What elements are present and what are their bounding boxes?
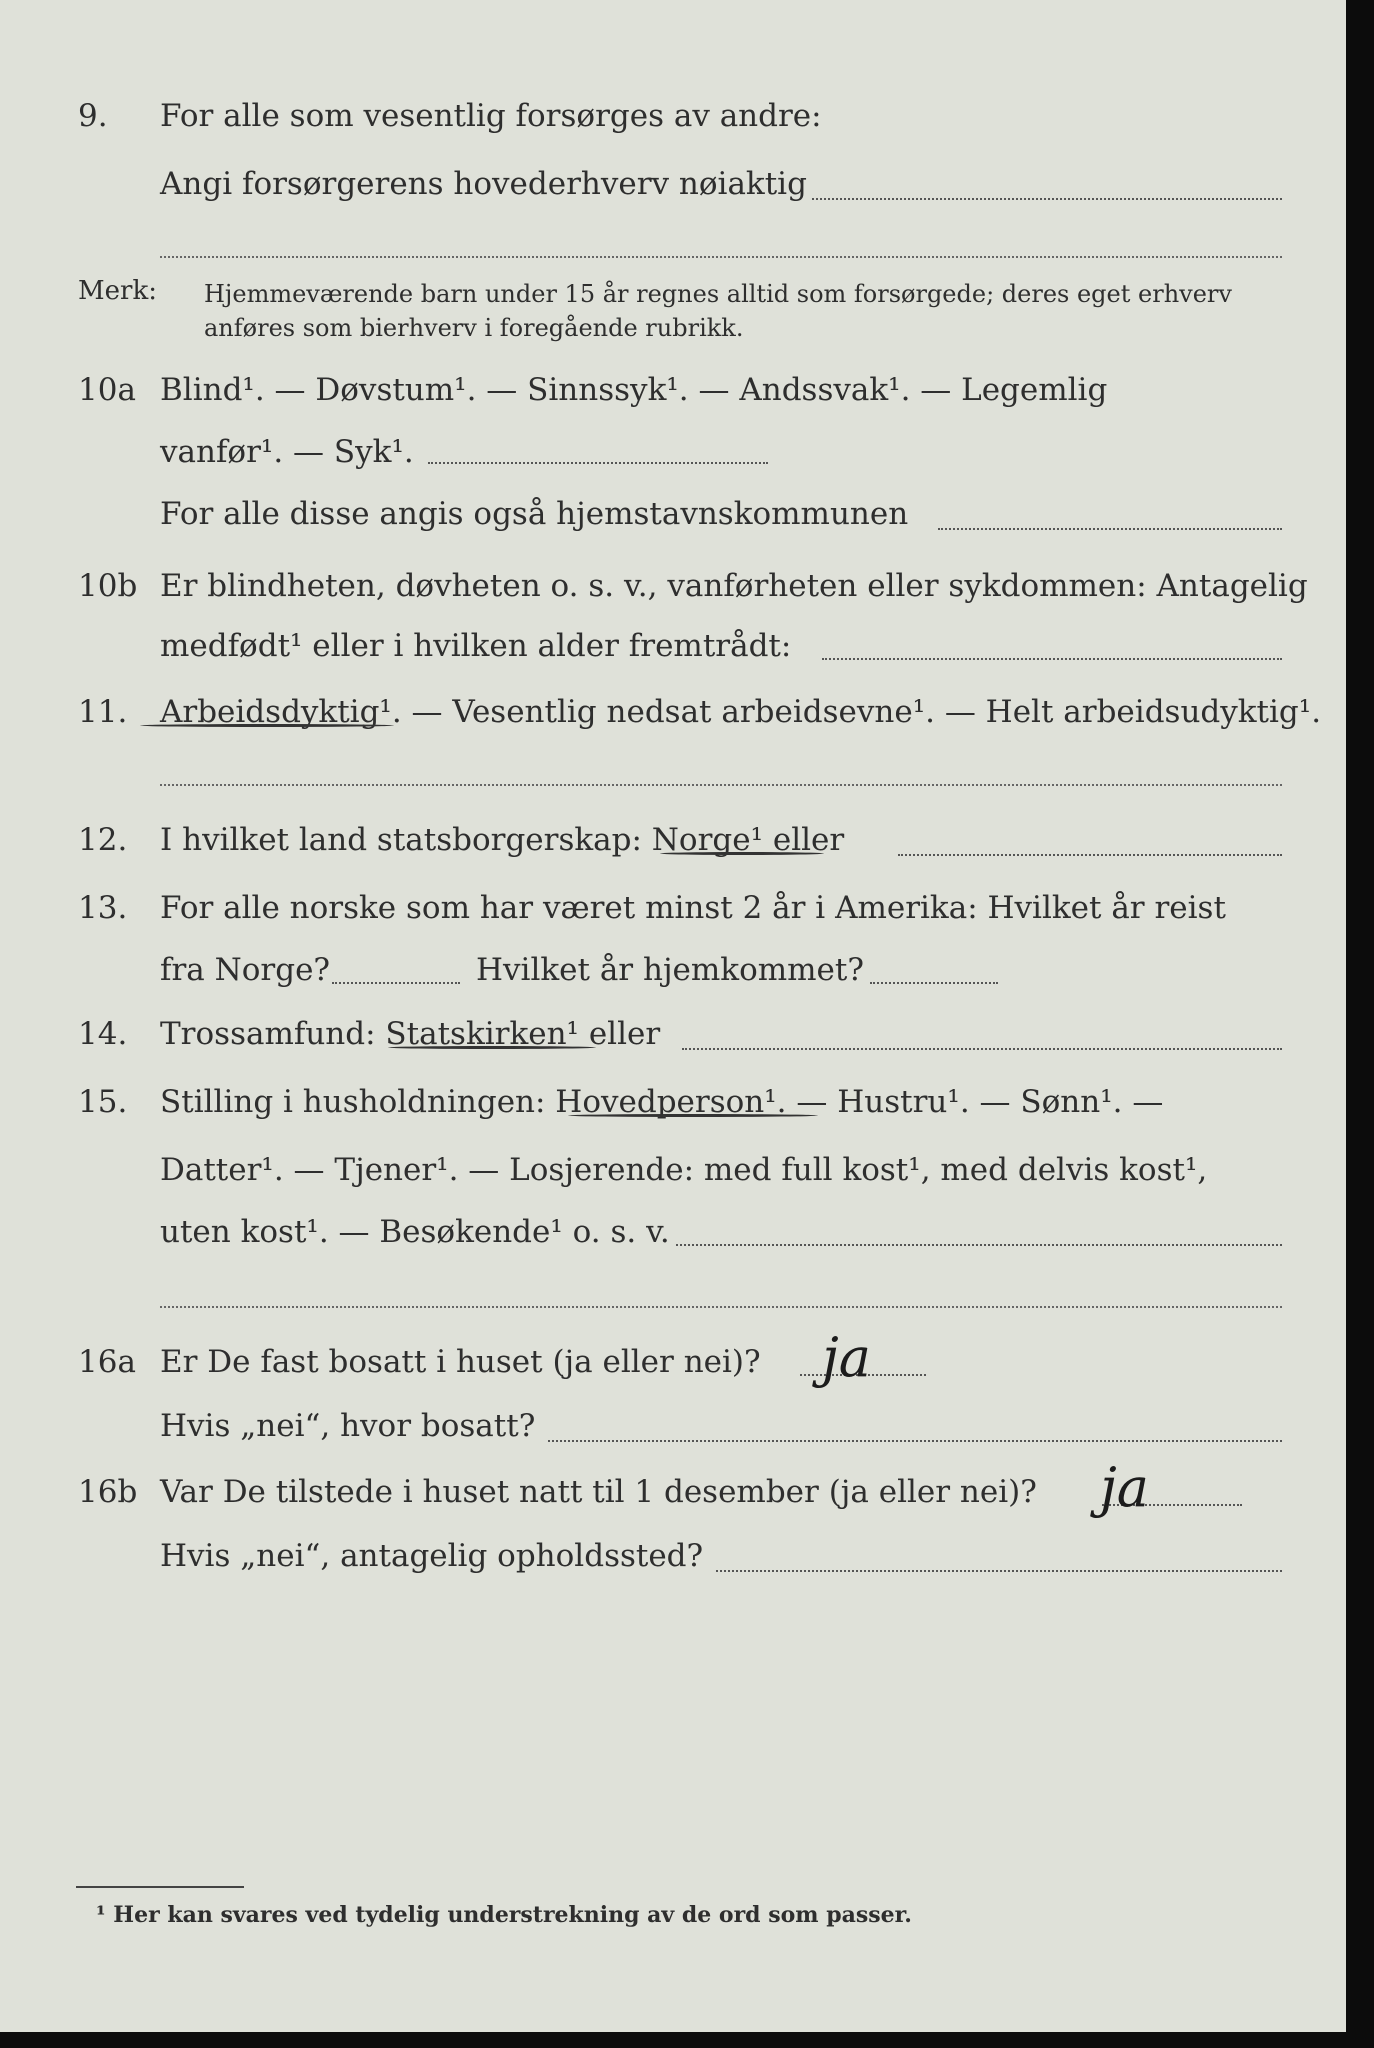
q16b-line1: Var De tilstede i huset natt til 1 desember (ja eller nei)? <box>160 1474 1037 1510</box>
q11-line1: Arbeidsdyktig¹. — Vesentlig nedsat arbeidsevne¹. — Helt arbeidsudyktig¹. <box>160 694 1322 730</box>
merk-line2: anføres som bierhverv i foregående rubrikk. <box>204 314 744 342</box>
q13-reist-field[interactable] <box>332 982 460 984</box>
q15-answer-field[interactable] <box>676 1244 1282 1246</box>
q10b-line1: Er blindheten, døvheten o. s. v., vanførheten eller sykdommen: Antagelig <box>160 568 1308 604</box>
q13-hjemkommet-field[interactable] <box>870 982 998 984</box>
q10b-line2: medfødt¹ eller i hvilken alder fremtrådt: <box>160 628 792 664</box>
q15-number: 15. <box>78 1084 128 1120</box>
q15-line3: uten kost¹. — Besøkende¹ o. s. v. <box>160 1214 670 1250</box>
q13-number: 13. <box>78 890 128 926</box>
scan-edge-bottom <box>0 2032 1374 2048</box>
q10b-number: 10b <box>78 568 138 604</box>
merk-line1: Hjemmeværende barn under 15 år regnes alltid som forsørgede; deres eget erhverv <box>204 280 1232 308</box>
q16b-opholdssted-field[interactable] <box>716 1570 1282 1572</box>
q13-line2a: fra Norge? <box>160 952 331 988</box>
footnote: ¹ Her kan svares ved tydelig understrekning av de ord som passer. <box>96 1902 912 1928</box>
q16b-line2: Hvis „nei“, antagelig opholdssted? <box>160 1538 704 1574</box>
q15-answer-field-2[interactable] <box>160 1306 1282 1308</box>
q14-number: 14. <box>78 1016 128 1052</box>
q12-number: 12. <box>78 822 128 858</box>
q12-answer-underline <box>660 852 824 855</box>
q11-answer-underline <box>140 724 394 727</box>
q11-answer-field[interactable] <box>160 784 1282 786</box>
q10a-syk-field[interactable] <box>428 462 768 464</box>
q10b-answer-field[interactable] <box>822 658 1282 660</box>
q10a-kommune-field[interactable] <box>938 528 1282 530</box>
q16b-number: 16b <box>78 1474 138 1510</box>
q16a-handwritten-answer: ja <box>822 1326 871 1389</box>
q10a-number: 10a <box>78 372 136 408</box>
q12-answer-field[interactable] <box>898 854 1282 856</box>
merk-label: Merk: <box>78 276 157 306</box>
q11-number: 11. <box>78 694 128 730</box>
footnote-rule <box>76 1886 244 1888</box>
q16a-number: 16a <box>78 1344 136 1380</box>
q15-line1: Stilling i husholdningen: Hovedperson¹. — Hustru¹. — Sønn¹. — <box>160 1084 1164 1120</box>
q16a-line1: Er De fast bosatt i huset (ja eller nei)? <box>160 1344 761 1380</box>
q10a-line1: Blind¹. — Døvstum¹. — Sinnssyk¹. — Andssvak¹. — Legemlig <box>160 372 1108 408</box>
q9-line2: Angi forsørgerens hovederhverv nøiaktig <box>160 166 807 202</box>
q10a-line2: vanfør¹. — Syk¹. <box>160 434 414 470</box>
q14-answer-field[interactable] <box>682 1048 1282 1050</box>
scan-edge-right <box>1346 0 1374 2048</box>
q9-answer-field[interactable] <box>812 198 1282 200</box>
q16b-handwritten-answer: ja <box>1100 1456 1149 1519</box>
q10a-line3: For alle disse angis også hjemstavnskommunen <box>160 496 909 532</box>
q9-line1: For alle som vesentlig forsørges av andre: <box>160 98 822 134</box>
q16a-bosatt-field[interactable] <box>548 1440 1282 1442</box>
q13-line1: For alle norske som har været minst 2 år i Amerika: Hvilket år reist <box>160 890 1226 926</box>
q12-line1: I hvilket land statsborgerskap: Norge¹ eller <box>160 822 845 858</box>
q14-line1: Trossamfund: Statskirken¹ eller <box>160 1016 661 1052</box>
q15-line2: Datter¹. — Tjener¹. — Losjerende: med full kost¹, med delvis kost¹, <box>160 1152 1208 1188</box>
q13-line2b: Hvilket år hjemkommet? <box>476 952 864 988</box>
q9-number: 9. <box>78 98 108 134</box>
q9-answer-field-2[interactable] <box>160 256 1282 258</box>
q15-answer-underline <box>568 1114 818 1117</box>
q16a-line2: Hvis „nei“, hvor bosatt? <box>160 1408 536 1444</box>
q14-answer-underline <box>388 1046 596 1049</box>
